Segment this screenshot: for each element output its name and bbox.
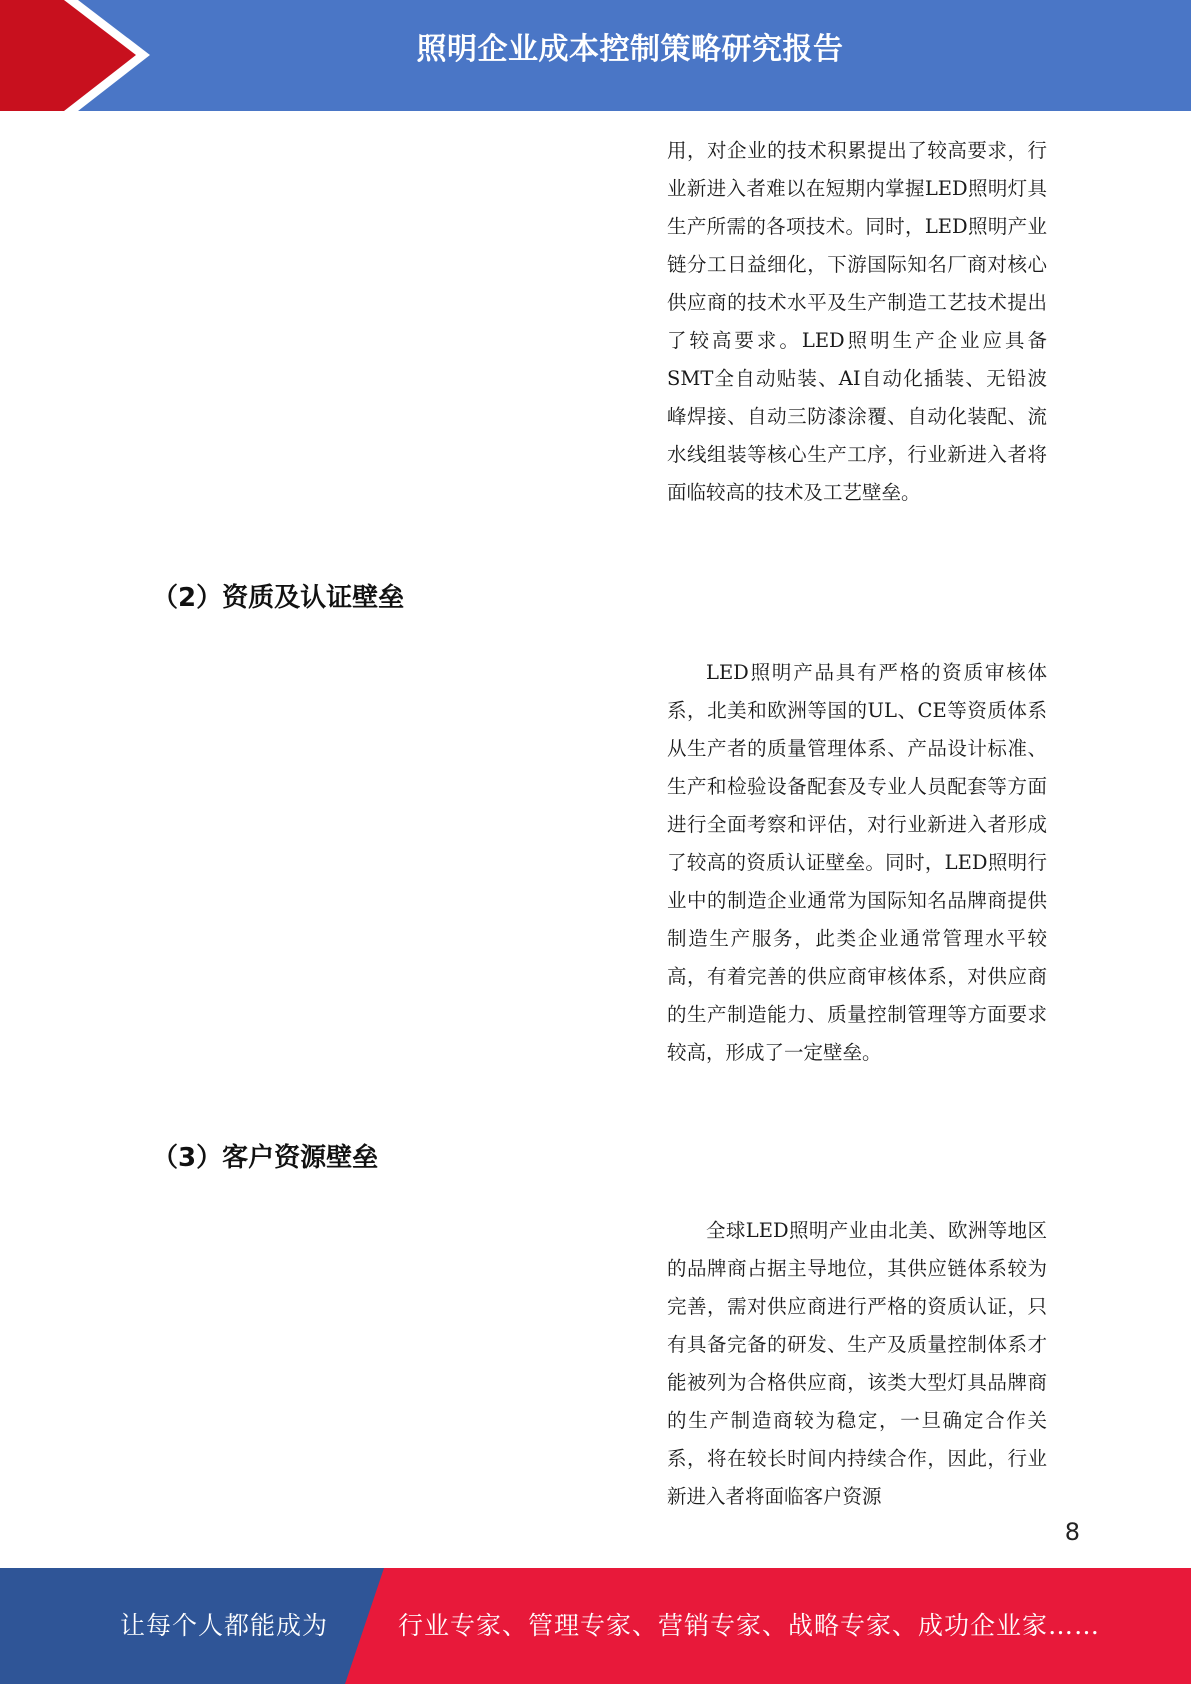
- body-paragraph-2: LED照明产品具有严格的资质审核体系，北美和欧洲等国的UL、CE等资质体系从生产者的质量管理体系、产品设计标准、生产和检验设备配套及专业人员配套等方面进行全面考察和评估，对行业新进入者形成了较高的资质认证壁垒。同时，LED照明行业中的制造企业通常为国际知名品牌商提供制造生产服务，此类企业通常管理水平较高，有着完善的供应商审核体系，对供应商的生产制造能力、质量控制管理等方面要求较高，形成了一定壁垒。: [667, 661, 1047, 1064]
- footer-slogan-left: 让每个人都能成为: [120, 1611, 329, 1640]
- document-title: 照明企业成本控制策略研究报告: [416, 32, 844, 67]
- body-paragraph-3: 全球LED照明产业由北美、欧洲等地区的品牌商占据主导地位，其供应链体系较为完善，需对供应商进行严格的资质认证，只有具备完备的研发、生产及质量控制体系才能被列为合格供应商，该类大型灯具品牌商的生产制造商较为稳定，一旦确定合作关系，将在较长时间内持续合作，因此，行业新进入者将面临客户资源: [667, 1219, 1047, 1508]
- section-heading-customer: （3）客户资源壁垒: [152, 1143, 379, 1173]
- body-paragraph-1: 用，对企业的技术积累提出了较高要求，行业新进入者难以在短期内掌握LED照明灯具生产所需的各项技术。同时，LED照明产业链分工日益细化，下游国际知名厂商对核心供应商的技术水平及生产制造工艺技术提出了较高要求。LED照明生产企业应具备SMT全自动贴装、AI自动化插装、无铅波峰焊接、自动三防漆涂覆、自动化装配、流水线组装等核心生产工序，行业新进入者将面临较高的技术及工艺壁垒。: [667, 139, 1047, 504]
- footer-slogan-right: 行业专家、管理专家、营销专家、战略专家、成功企业家……: [398, 1611, 1101, 1640]
- page-footer: [0, 1568, 1191, 1684]
- page-number: 8: [1064, 1518, 1080, 1546]
- page-header: [0, 0, 1191, 111]
- section-heading-qualification: （2）资质及认证壁垒: [152, 583, 405, 613]
